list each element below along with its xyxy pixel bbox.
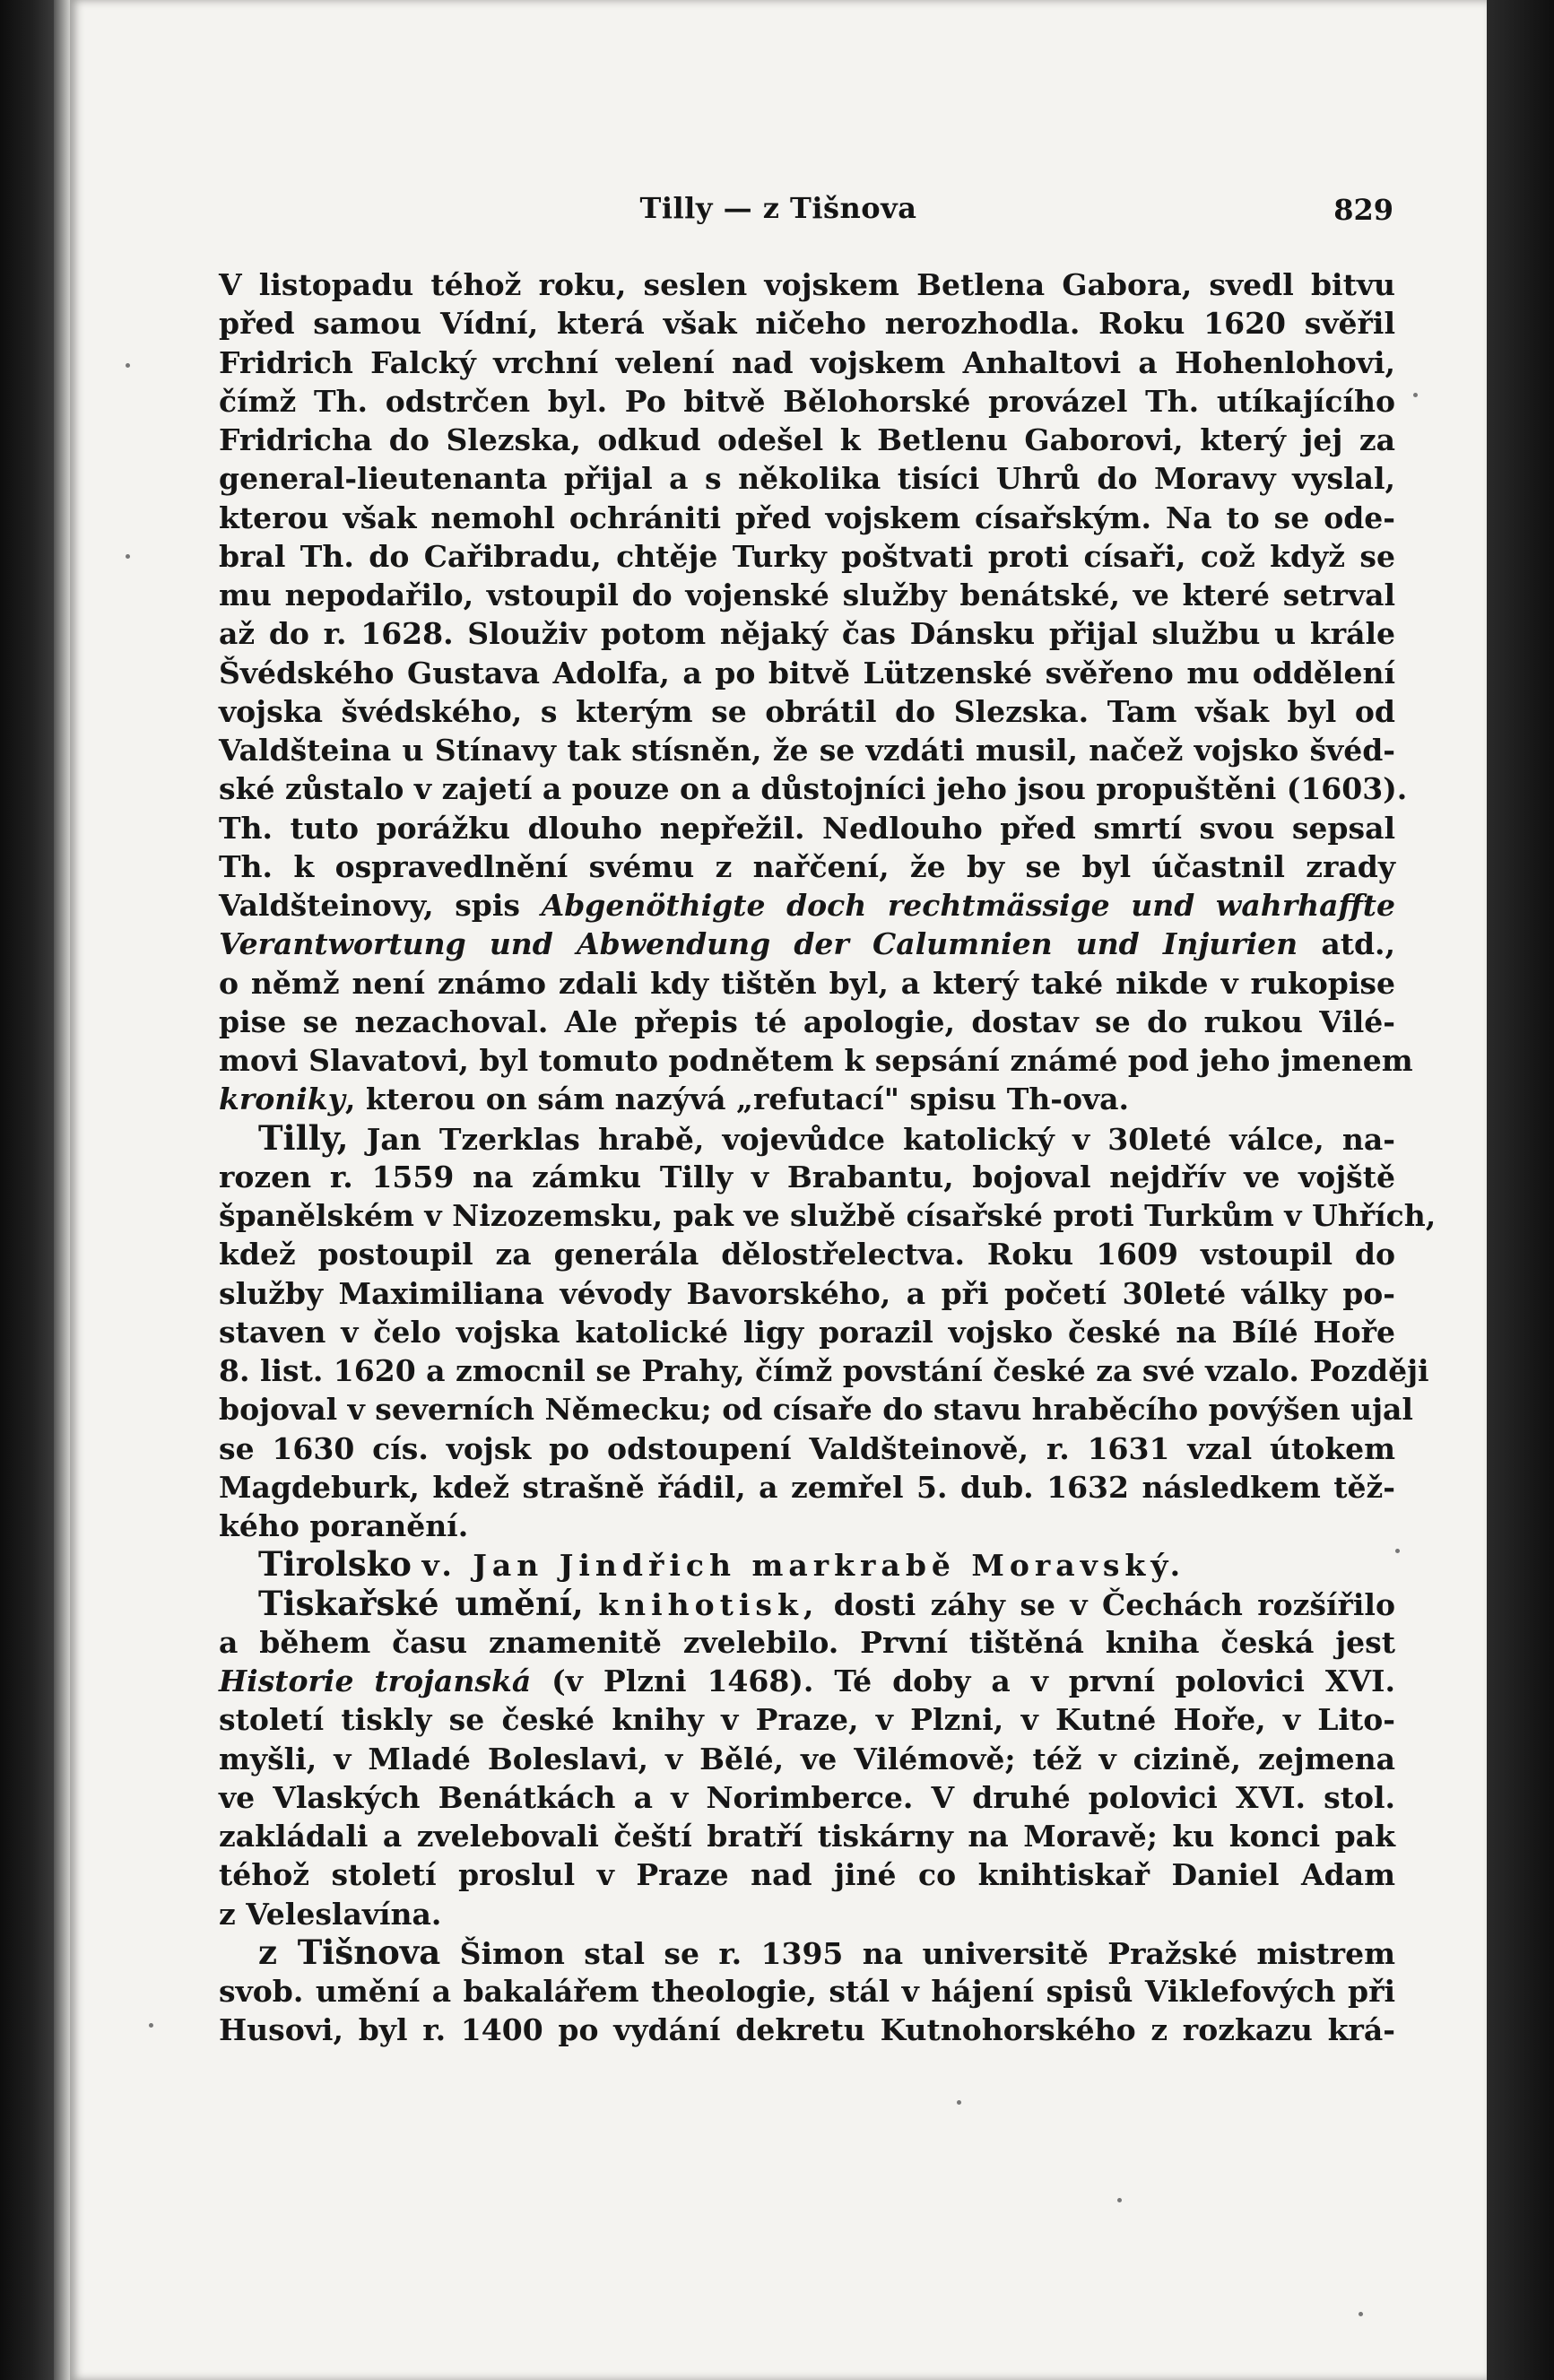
- text-line: Fridricha do Slezska, odkud odešel k Betlenu Gaborovi, který jej za: [219, 422, 1395, 457]
- text-line: staven v čelo vojska katolické ligy porazil vojsko české na Bílé Hoře: [219, 1314, 1395, 1350]
- text-line: vojska švédského, s kterým se obrátil do Slezska. Tam však byl od: [219, 693, 1395, 729]
- cross-reference: v. Jan Jindřich markrabě Moravský.: [421, 1548, 1186, 1584]
- text-line: movi Slavatovi, byl tomuto podnětem k sepsání známé pod jeho jmenem: [219, 1043, 1413, 1078]
- text-line: zakládali a zvelebovali čeští bratří tiskárny na Moravě; ku konci pak: [219, 1819, 1395, 1854]
- text-line: Valdšteina u Stínavy tak stísněn, že se vzdáti musil, načež vojsko švéd-: [219, 733, 1395, 768]
- text-line: století tiskly se české knihy v Praze, v Plzni, v Kutné Hoře, v Lito-: [219, 1702, 1395, 1738]
- text-line: a během času znamenitě zvelebilo. První tištěná kniha česká jest: [219, 1624, 1395, 1660]
- body-text: [219, 265, 1437, 2050]
- text-line: rozen r. 1559 na zámku Tilly v Brabantu, bojoval nejdřív ve vojště: [219, 1159, 1395, 1194]
- text-line: [219, 1080, 1395, 1118]
- dust-speck: [126, 554, 130, 559]
- text-line: [219, 925, 1395, 963]
- text-line: 8. list. 1620 a zmocnil se Prahy, čímž povstání české za své vzalo. Později: [219, 1353, 1429, 1388]
- page-number: 829: [1333, 193, 1393, 227]
- entry-headword: Tirolsko: [258, 1544, 412, 1585]
- text-line: kterou však nemohl ochrániti před vojskem císařským. Na to se ode-: [219, 499, 1395, 535]
- text-line: téhož století proslul v Praze nad jiné co knihtiskař Daniel Adam: [219, 1857, 1395, 1893]
- text-run: , kterou on sám nazývá „refutací" spisu Th-ova.: [344, 1081, 1130, 1117]
- dust-speck: [1359, 2312, 1363, 2316]
- entry-z-tisnova-first-line: [219, 1933, 1395, 1972]
- text-line: V listopadu téhož roku, seslen vojskem Betlena Gabora, svedl bitvu: [219, 267, 1395, 302]
- text-run: atd.,: [1321, 926, 1395, 962]
- text-line: Fridrich Falcký vrchní velení nad vojskem Anhaltovi a Hohenlohovi,: [219, 344, 1395, 380]
- text-line: general-lieutenanta přijal a s několika tisíci Uhrů do Moravy vyslal,: [219, 461, 1395, 497]
- text-line: pise se nezachoval. Ale přepis té apologie, dostav se do rukou Vilé-: [219, 1003, 1395, 1039]
- text-line: bral Th. do Cařibradu, chtěje Turky poštvati proti císaři, což když se: [219, 538, 1395, 574]
- text-line: Švédského Gustava Adolfa, a po bitvě Lützenské svěřeno mu oddělení: [219, 655, 1395, 691]
- text-line: kdež postoupil za generála dělostřelectva. Roku 1609 vstoupil do: [219, 1237, 1395, 1273]
- page-gutter-shadow: [54, 0, 70, 2380]
- dust-speck: [126, 363, 130, 368]
- entry-tirolsko: [219, 1545, 1395, 1584]
- entry-headword: z Tišnova: [258, 1932, 441, 1972]
- text-line: se 1630 cís. vojsk po odstoupení Valdšteinově, r. 1631 vzal útokem: [219, 1430, 1395, 1466]
- dust-speck: [1413, 393, 1418, 397]
- book-page: [70, 0, 1487, 2380]
- synonym: knihotisk,: [598, 1586, 820, 1622]
- text-line: [219, 886, 1395, 925]
- running-head: Tilly — z Tišnova: [639, 191, 917, 225]
- text-line: čímž Th. odstrčen byl. Po bitvě Bělohorské provázel Th. utíkajícího: [219, 383, 1395, 419]
- text-run: dosti záhy se v Čechách rozšířilo: [833, 1586, 1395, 1622]
- text-line: Th. tuto porážku dlouho nepřežil. Nedlouho před smrtí svou sepsal: [219, 810, 1395, 846]
- entry-tilly-first-line: [219, 1119, 1395, 1158]
- dust-speck: [957, 2100, 961, 2105]
- text-line: ve Vlaských Benátkách a v Norimberce. V druhé polovici XVI. stol.: [219, 1779, 1395, 1815]
- scan-right-border: [1487, 0, 1554, 2380]
- text-line: bojoval v severních Německu; od císaře do stavu hraběcího povýšen ujal: [219, 1392, 1413, 1428]
- text-line: před samou Vídní, která však ničeho nerozhodla. Roku 1620 svěřil: [219, 306, 1395, 342]
- italic-title: kroniky: [219, 1081, 345, 1117]
- text-line: z Veleslavína.: [219, 1896, 442, 1932]
- page-header: [70, 191, 1487, 236]
- text-line: mu nepodařilo, vstoupil do vojenské služby benátské, ve které setrval: [219, 578, 1395, 612]
- italic-title: Verantwortung und Abwendung der Calumnien und Injurien: [219, 926, 1298, 962]
- text-line: o němž není známo zdali kdy tištěn byl, a který také nikde v rukopise: [219, 965, 1395, 1001]
- dust-speck: [1117, 2198, 1122, 2202]
- dust-speck: [1395, 1549, 1400, 1553]
- text-run: Jan Tzerklas hrabě, vojevůdce katolický v 30leté válce, na-: [366, 1121, 1395, 1157]
- text-line: španělském v Nizozemsku, pak ve službě císařské proti Turkům v Uhřích,: [219, 1198, 1437, 1233]
- text-line: myšli, v Mladé Boleslavi, v Bělé, ve Vilémově; též v cizině, zejmena: [219, 1741, 1395, 1776]
- text-line: Th. k ospravedlnění svému z nařčení, že by se byl účastnil zrady: [219, 848, 1395, 884]
- text-run: Šimon stal se r. 1395 na universitě Pražské mistrem: [459, 1935, 1395, 1971]
- italic-title: Historie trojanská: [219, 1663, 532, 1698]
- entry-tiskarske-first-line: [219, 1585, 1395, 1623]
- text-line: služby Maximiliana vévody Bavorského, a při početí 30leté války po-: [219, 1275, 1395, 1311]
- text-line: Magdeburk, kdež strašně řádil, a zemřel 5. dub. 1632 následkem těž-: [219, 1469, 1395, 1505]
- text-line: ské zůstalo v zajetí a pouze on a důstojníci jeho jsou propuštěni (1603).: [219, 771, 1408, 807]
- entry-headword: Tilly,: [258, 1117, 349, 1158]
- text-line: až do r. 1628. Slouživ potom nějaký čas Dánsku přijal službu u krále: [219, 616, 1395, 652]
- text-line: kého poranění.: [219, 1508, 469, 1543]
- scan-left-border: [0, 0, 54, 2380]
- text-line: [219, 1662, 1395, 1700]
- italic-title: Abgenöthigte doch rechtmässige und wahrhaffte: [541, 888, 1395, 923]
- text-run: (v Plzni 1468). Té doby a v první polovici XVI.: [551, 1663, 1395, 1698]
- entry-headword: Tiskařské umění,: [258, 1583, 584, 1623]
- text-run: Valdšteinovy, spis: [219, 888, 520, 923]
- dust-speck: [149, 2023, 153, 2028]
- text-line: svob. umění a bakalářem theologie, stál v hájení spisů Viklefových při: [219, 1974, 1395, 2009]
- text-line: Husovi, byl r. 1400 po vydání dekretu Kutnohorského z rozkazu krá-: [219, 2012, 1395, 2048]
